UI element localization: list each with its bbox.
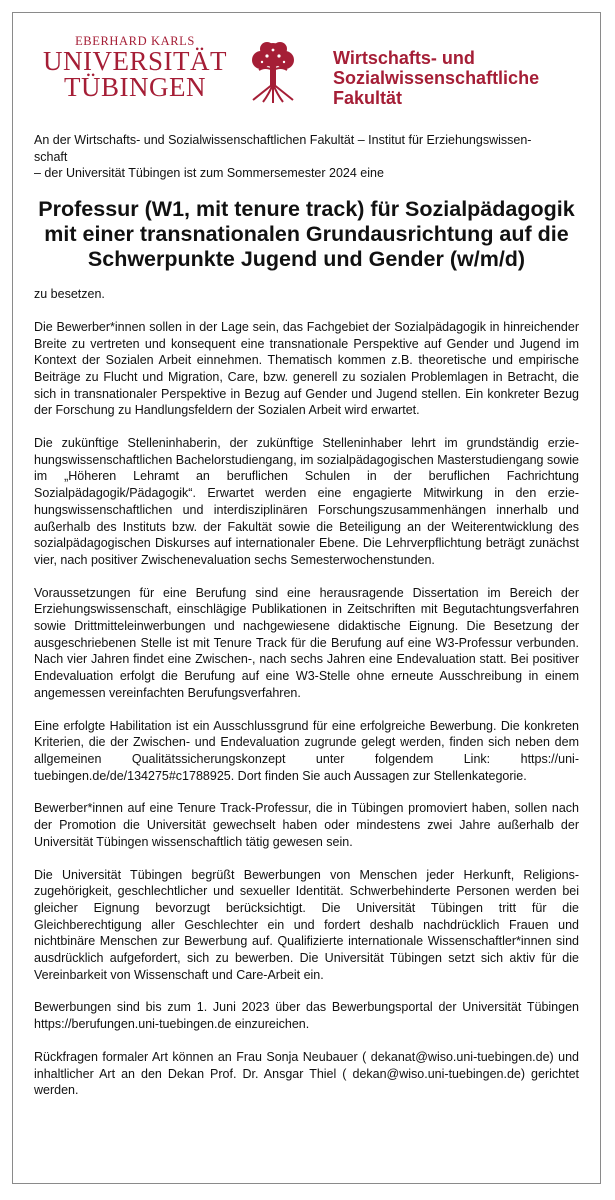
- position-title-line1: Professur (W1, mit tenure track) für Sozialpädagogik: [38, 197, 575, 222]
- intro-line3: – der Universität Tübingen ist zum Sommersemester 2024 eine: [34, 166, 384, 181]
- university-logo-line2: UNIVERSITÄT: [43, 46, 227, 76]
- paragraph-application-deadline: Bewerbungen sind bis zum 1. Juni 2023 über das Bewerbungsportal der Universität Tübingen https://berufungen.uni-tuebingen.de einzureichen.: [34, 1000, 579, 1032]
- faculty-name-line1: Wirtschafts- und: [333, 48, 475, 68]
- intro-line2: schaft: [34, 149, 68, 164]
- paragraph-zu-besetzen: zu besetzen.: [34, 287, 105, 302]
- paragraph-diversity: Die Universität Tübingen begrüßt Bewerbungen von Menschen jeder Herkunft, Religionszugehörigkeit, geschlechtlicher und sexueller Identität. Schwerbehinderte Personen werden bei gleicher Eignung bevorzugt berücksichtigt. Die Universität Tübingen tritt für die Gleichberechtigung aller Geschlechter ein und fordert deshalb nachdrücklich Frauen und nichtbinäre Menschen zur Bewerbung auf. Qualifizierte internationale Wissenschaftler*innen sind ausdrücklich aufgefordert, sich zu bewerben. Die Universität Tübingen setzt sich aktiv für die Vereinbarkeit von Wissenschaft und Care-Arbeit ein.: [34, 867, 579, 982]
- job-announcement: [34, 132, 579, 1115]
- paragraph-habilitation: Eine erfolgte Habilitation ist ein Ausschlussgrund für eine erfolgreiche Bewerbung. Die konkreten Kriterien, die der Zwischen- und Endevaluation zugrunde gelegt werden, finden sich neben dem allgemeinen Qualitätssicherungskonzept unter folgendem Link: https://unituebingen.de/de/134275#c1788925. Dort finden Sie auch Aussagen zur Stellenkategorie.: [34, 718, 579, 783]
- tree-emblem-icon: [243, 40, 303, 104]
- paragraph-profile: Die Bewerber*innen sollen in der Lage sein, das Fachgebiet der Sozialpädagogik in hinreichender Breite zu vertreten und konsequent eine transnationale Perspektive auf Gender und Jugend im Kontext der Sozialen Arbeit einnehmen. Thematisch kommen z.B. theoretische und empirische Beiträge zu Flucht und Migration, Care, bzw. generell zu sozialen Problemlagen in Betracht, die sich in transnationaler Perspektive in Bezug auf Gender und Jugend stellen. Ein konkreter Bezug der Forschung zu Handlungsfeldern der Sozialen Arbeit wird erwartet.: [34, 319, 579, 418]
- paragraph-contact: Rückfragen formaler Art können an Frau Sonja Neubauer ( dekanat@wiso.uni-tuebingen.de) und inhaltlicher Art an den Dekan Prof. Dr. Ansgar Thiel ( dekan@wiso.uni-tuebingen.de) gerichtet werden.: [34, 1049, 579, 1098]
- faculty-name-line3: Fakultät: [333, 88, 403, 108]
- intro-line1: An der Wirtschafts- und Sozialwissenschaftlichen Fakultät – Institut für Erziehungswissen-: [34, 133, 532, 147]
- intro-text: [34, 132, 579, 182]
- faculty-name-line2: Sozialwissenschaftliche: [333, 68, 540, 88]
- header: [40, 34, 600, 114]
- university-logo-line1: EBERHARD KARLS: [75, 34, 195, 48]
- paragraph-teaching: Die zukünftige Stelleninhaberin, der zukünftige Stelleninhaber lehrt im grundständig erziehungswissenschaftlichen Bachelorstudiengang, im sozialpädagogischen Masterstudiengang sowie im „Höheren Lehramt an beruflichen Schulen in der beruflichen Fachrichtung Sozialpädagogik/Pädagogik“. Erwartet werden eine engagierte Mitwirkung in den erziehungswissenschaftlichen und interdisziplinären Forschungszusammenhängen innerhalb und außerhalb des Instituts bzw. der Fakultät sowie die Beteiligung an der Weiterentwicklung des sozialpädagogischen Diskurses auf internationaler Ebene. Die Lehrverpflichtung beträgt zunächst vier, nach positiver Zwischenevaluation sechs Semesterwochenstunden.: [34, 436, 579, 567]
- paragraph-tenure-track: Bewerber*innen auf eine Tenure Track-Professur, die in Tübingen promoviert haben, sollen nach der Promotion die Universität gewechselt haben oder mindestens zwei Jahre außerhalb der Universität Tübingen wissenschaftlich tätig gewesen sein.: [34, 801, 579, 849]
- paragraph-requirements: Voraussetzungen für eine Berufung sind eine herausragende Dissertation im Bereich der Erziehungswissenschaft, einschlägige Publikationen in Zeitschriften mit Begutachtungsverfahren sowie Drittmitteleinwerbungen und nachgewiesene didaktische Eignung. Die Besetzung der ausgeschriebenen Stelle ist mit Tenure Track für die Berufung auf eine W3-Professur verbunden. Nach vier Jahren findet eine Zwischen-, nach sechs Jahren eine Endevaluation statt. Bei positiver Endevaluation erfolgt die Berufung auf eine W3-Stelle ohne erneute Ausschreibung in einem angemessen vereinfachten Berufungsverfahren.: [34, 585, 579, 700]
- position-title: [24, 197, 589, 272]
- position-title-line2: mit einer transnationalen Grundausrichtung auf die: [44, 222, 569, 247]
- university-logo: [40, 34, 230, 114]
- faculty-name: [333, 48, 603, 108]
- position-title-line3: Schwerpunkte Jugend und Gender (w/m/d): [87, 247, 526, 272]
- university-logo-line3: TÜBINGEN: [64, 72, 206, 102]
